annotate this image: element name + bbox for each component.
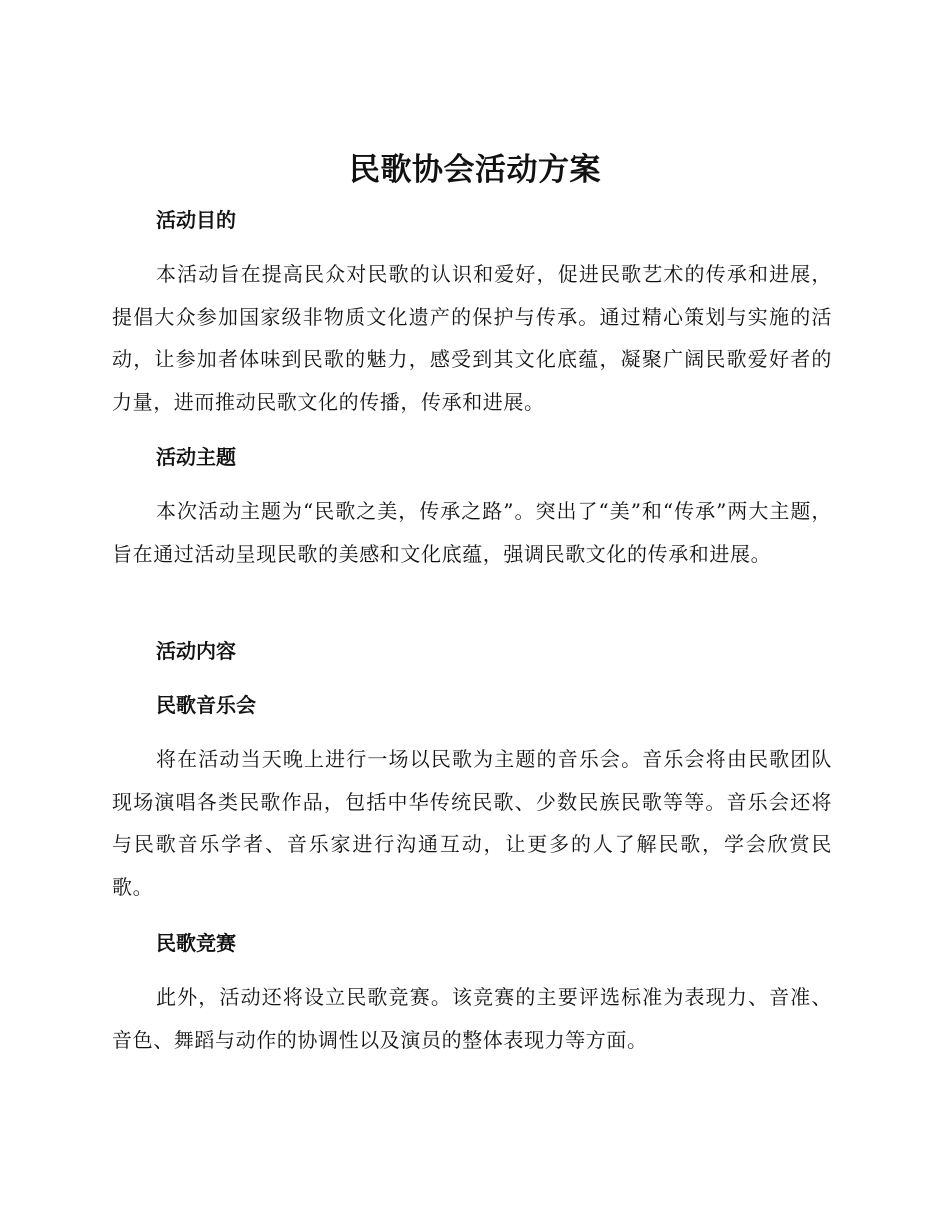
section-heading-theme: 活动主题 xyxy=(156,445,236,469)
section-heading-content: 活动内容 xyxy=(156,639,236,663)
section-heading-concert: 民歌音乐会 xyxy=(156,693,256,717)
section-heading-competition: 民歌竞赛 xyxy=(156,931,236,955)
section-paragraph-theme: 本次活动主题为“民歌之美，传承之路”。突出了“美”和“传承”两大主题，旨在通过活动呈现民歌的美感和文化底蕴，强调民歌文化的传承和进展。 xyxy=(112,499,832,566)
document-title: 民歌协会活动方案 xyxy=(349,152,601,188)
section-paragraph-purpose: 本活动旨在提高民众对民歌的认识和爱好，促进民歌艺术的传承和进展，提倡大众参加国家级非物质文化遗产的保护与传承。通过精心策划与实施的活动，让参加者体味到民歌的魅力，感受到其文化底蕴，凝聚广阔民歌爱好者的力量，进而推动民歌文化的传播，传承和进展。 xyxy=(112,262,832,414)
section-paragraph-competition: 此外，活动还将设立民歌竞赛。该竞赛的主要评选标准为表现力、音准、音色、舞蹈与动作的协调性以及演员的整体表现力等方面。 xyxy=(112,985,832,1052)
section-paragraph-concert: 将在活动当天晚上进行一场以民歌为主题的音乐会。音乐会将由民歌团队现场演唱各类民歌作品，包括中华传统民歌、少数民族民歌等等。音乐会还将与民歌音乐学者、音乐家进行沟通互动，让更多的人了解民歌，学会欣赏民歌。 xyxy=(112,747,832,899)
section-heading-purpose: 活动目的 xyxy=(156,208,236,232)
